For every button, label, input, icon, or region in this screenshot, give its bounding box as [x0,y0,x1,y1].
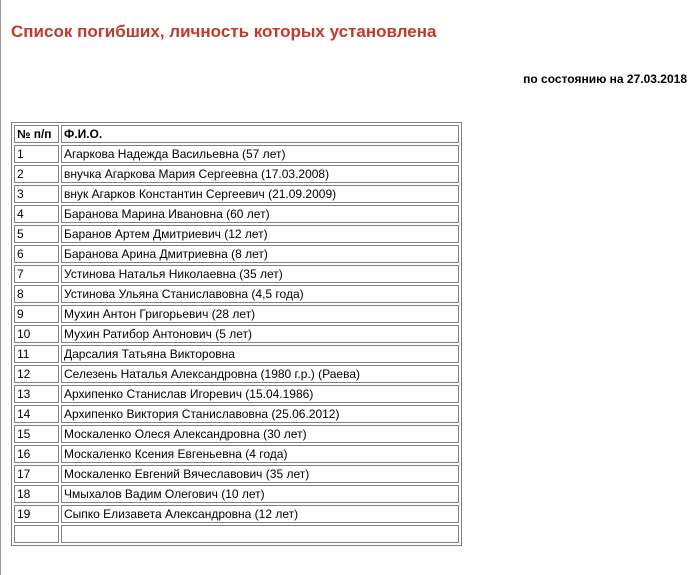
row-number: 6 [14,245,59,263]
header-fullname: Ф.И.О. [61,125,459,143]
table-row [14,165,459,183]
table-row [14,325,459,343]
row-fullname: Баранова Марина Ивановна (60 лет) [61,205,459,223]
table-row [14,305,459,323]
table-row [14,445,459,463]
header-number: № п/п [14,125,59,143]
row-fullname: Архипенко Станислав Игоревич (15.04.1986) [61,385,459,403]
table-row [14,225,459,243]
table-row [14,345,459,363]
row-fullname: Агаркова Надежда Васильевна (57 лет) [61,145,459,163]
table-row [14,505,459,523]
table-container [11,122,462,548]
row-number: 1 [14,145,59,163]
victims-table [11,122,462,546]
row-number [14,525,59,543]
row-number: 12 [14,365,59,383]
row-fullname: Дарсалия Татьяна Викторовна [61,345,459,363]
table-row [14,205,459,223]
row-fullname: внучка Агаркова Мария Сергеевна (17.03.2008) [61,165,459,183]
table-row [14,485,459,503]
row-fullname: Устинова Ульяна Станиславовна (4,5 года) [61,285,459,303]
row-number: 17 [14,465,59,483]
row-fullname [61,525,459,543]
row-fullname: внук Агарков Константин Сергеевич (21.09.2009) [61,185,459,203]
table-row [14,425,459,443]
row-fullname: Архипенко Виктория Станиславовна (25.06.2012) [61,405,459,423]
table-row [14,245,459,263]
row-fullname: Баранов Артем Дмитриевич (12 лет) [61,225,459,243]
row-number: 16 [14,445,59,463]
table-row [14,525,459,543]
row-number: 3 [14,185,59,203]
row-number: 8 [14,285,59,303]
row-fullname: Сыпко Елизавета Александровна (12 лет) [61,505,459,523]
row-number: 18 [14,485,59,503]
row-number: 4 [14,205,59,223]
row-number: 13 [14,385,59,403]
table-row [14,285,459,303]
row-number: 15 [14,425,59,443]
status-date: по состоянию на 27.03.2018 [523,72,687,86]
row-fullname: Баранова Арина Дмитриевна (8 лет) [61,245,459,263]
row-fullname: Чмыхалов Вадим Олегович (10 лет) [61,485,459,503]
row-number: 19 [14,505,59,523]
row-number: 10 [14,325,59,343]
table-header-row [14,125,459,143]
row-fullname: Мухин Ратибор Антонович (5 лет) [61,325,459,343]
row-number: 9 [14,305,59,323]
row-fullname: Москаленко Евгений Вячеславович (35 лет) [61,465,459,483]
table-row [14,265,459,283]
table-row [14,465,459,483]
row-number: 2 [14,165,59,183]
row-fullname: Устинова Наталья Николаевна (35 лет) [61,265,459,283]
table-row [14,185,459,203]
row-fullname: Мухин Антон Григорьевич (28 лет) [61,305,459,323]
page-title: Список погибших, личность которых установлена [11,22,437,41]
row-number: 7 [14,265,59,283]
row-fullname: Москаленко Олеся Александровна (30 лет) [61,425,459,443]
table-row [14,385,459,403]
row-number: 5 [14,225,59,243]
row-number: 11 [14,345,59,363]
row-number: 14 [14,405,59,423]
row-fullname: Селезень Наталья Александровна (1980 г.р.) (Раева) [61,365,459,383]
table-row [14,405,459,423]
table-row [14,365,459,383]
table-body [14,145,459,543]
row-fullname: Москаленко Ксения Евгеньевна (4 года) [61,445,459,463]
table-row [14,145,459,163]
